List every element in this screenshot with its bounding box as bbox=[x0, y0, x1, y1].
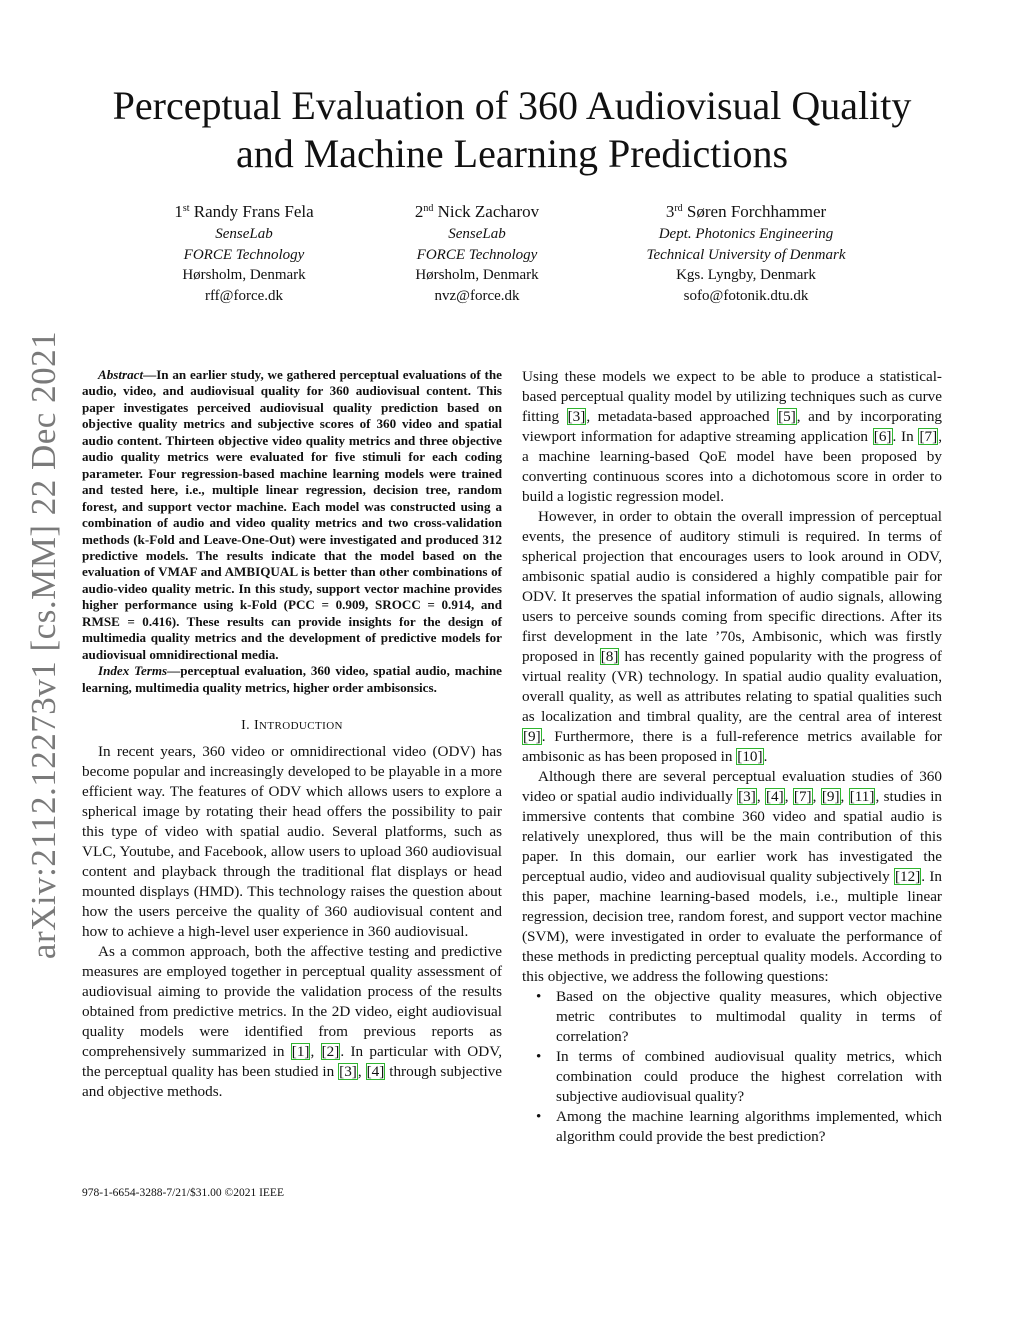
citation-link[interactable]: [10] bbox=[737, 748, 763, 765]
author-ordinal: 1 bbox=[174, 202, 183, 221]
paper-title-line-2: and Machine Learning Predictions bbox=[235, 131, 789, 176]
author-lab: Dept. Photonics Engineering bbox=[658, 226, 834, 242]
text-run: , bbox=[357, 1063, 366, 1081]
abstract bbox=[82, 367, 502, 663]
citation-link[interactable]: [9] bbox=[821, 788, 840, 805]
list-item bbox=[536, 1107, 942, 1147]
author-name-text: Randy Frans Fela bbox=[193, 202, 314, 221]
text-run: , metadata-based approached bbox=[586, 408, 778, 425]
index-terms-label: Index Terms bbox=[98, 663, 168, 679]
citation-link[interactable]: [3] bbox=[738, 788, 756, 805]
index-terms bbox=[82, 663, 502, 696]
author-name bbox=[327, 200, 627, 224]
citation-link[interactable]: [9] bbox=[523, 728, 541, 745]
author-email[interactable]: nvz@force.dk bbox=[434, 287, 520, 304]
author-3 bbox=[596, 200, 896, 306]
text-run: , and by incorporating viewport information for adaptive streaming application bbox=[522, 408, 943, 445]
text-run: . Furthermore, there is a full-reference metrics available for ambisonic as has been proposed in bbox=[522, 728, 942, 765]
author-lab: SenseLab bbox=[448, 226, 506, 242]
abstract-text: —In an earlier study, we gathered perceptual evaluations of the audio, video, and audiovisual quality for 360 audiovisual content. This paper investigates perceived audiovisual quality prediction based on objective quality metrics and subjective scores of 360 video and spatial audio content. Thirteen objective video quality metrics and three objective audio quality metrics were evaluated for five stimuli for each coding parameter. Four regression-based machine learning models were trained and tested here, i.e., multiple linear regression, decision tree, random forest, and support vector machine. Each model was constructed using a combination of audio and video quality metrics and two cross-validation methods (k-Fold and Leave-One-Out) were investigated and produced 312 predictive models. The results indicate that the model based on the evaluation of VMAF and AMBIQUAL is better than other combinations of audio-video quality metric. In this study, support vector machine provides higher performance using k-Fold (PCC = 0.909, SROCC = 0.914, and RMSE = 0.416). These results can provide insights for the design of multimedia quality metrics and the development of predictive models for audiovisual omnidirectional media. bbox=[82, 367, 502, 662]
author-name-text: Søren Forchhammer bbox=[686, 202, 827, 221]
text-run: , bbox=[840, 788, 849, 805]
index-terms-text: —perceptual evaluation, 360 video, spatial audio, machine learning, multimedia quality metrics, higher order ambisonsics. bbox=[82, 663, 502, 695]
right-paragraph-3 bbox=[522, 767, 942, 987]
section-title-initial: I bbox=[253, 718, 260, 734]
bullet-icon: • bbox=[536, 988, 542, 1005]
list-item bbox=[536, 987, 942, 1047]
list-item-text: In terms of combined audiovisual quality metrics, which combination could produce the highest correlation with subjective audiovisual quality? bbox=[556, 1048, 942, 1105]
bullet-icon: • bbox=[536, 1108, 542, 1125]
author-lab: SenseLab bbox=[215, 226, 273, 242]
intro-paragraph-1: In recent years, 360 video or omnidirectional video (ODV) has become popular and increasingly developed to be playable in a more efficient way. The features of ODV which allows users to explore a spherical image by rotating their head offers the possibility to pair this type of video with spatial audio. Several platforms, such as VLC, Youtube, and Facebook, allow users to upload 360 audiovisual content and playback through the traditional flat displays or head mounted displays (HMD). This technology raises the question about how the users perceive the quality of 360 audiovisual content and how to achieve a high-level user experience in 360 audiovisual. bbox=[82, 743, 502, 941]
right-paragraph-2 bbox=[522, 507, 942, 767]
abstract-label: Abstract bbox=[98, 367, 144, 382]
section-heading-introduction bbox=[82, 718, 502, 734]
citation-link[interactable]: [11] bbox=[849, 788, 875, 805]
right-column bbox=[522, 367, 942, 1147]
text-run: , bbox=[310, 1043, 321, 1061]
text-run: . bbox=[763, 748, 768, 765]
citation-link[interactable]: [6] bbox=[873, 428, 892, 445]
section-numeral: I. bbox=[241, 718, 251, 734]
text-run: , bbox=[756, 788, 765, 805]
arxiv-stamp bbox=[14, 330, 74, 960]
citation-link[interactable]: [12] bbox=[894, 868, 921, 885]
citation-link[interactable]: [3] bbox=[339, 1063, 357, 1081]
text-run: , bbox=[812, 788, 821, 805]
author-org: FORCE Technology bbox=[416, 246, 538, 263]
text-run: Using these models we expect to be able to produce a statistical-based perceptual quality model by utilizing techniques such as curve fitting bbox=[522, 368, 942, 425]
bullet-icon: • bbox=[536, 1048, 542, 1065]
citation-link[interactable]: [7] bbox=[919, 428, 938, 445]
citation-link[interactable]: [2] bbox=[321, 1043, 340, 1061]
author-location: Hørsholm, Denmark bbox=[182, 267, 306, 283]
author-org: FORCE Technology bbox=[183, 246, 305, 263]
citation-link[interactable]: [1] bbox=[291, 1043, 310, 1061]
text-run: through subjective and objective methods. bbox=[82, 1063, 503, 1101]
author-name-text: Nick Zacharov bbox=[437, 202, 540, 221]
text-run: , bbox=[784, 788, 793, 805]
right-paragraph-1 bbox=[522, 367, 942, 507]
author-2 bbox=[327, 200, 627, 306]
author-email[interactable]: rff@force.dk bbox=[204, 287, 284, 304]
text-run: , a machine learning-based QoE model have been proposed by converting continuous scores into a dichotomous score in order to build a logistic regression model. bbox=[522, 428, 942, 505]
intro-paragraph-2 bbox=[82, 942, 502, 1102]
author-location: Hørsholm, Denmark bbox=[415, 267, 539, 283]
citation-link[interactable]: [8] bbox=[600, 648, 619, 665]
left-column bbox=[82, 367, 502, 1102]
text-run: . In particular with ODV, the perceptual quality has been studied in bbox=[82, 1043, 502, 1081]
text-run: has recently gained popularity with the progress of virtual reality (VR) technology. In spatial audio quality evaluation, overall quality, as well as attributes relating to spatial qualities such as localization and timbral quality, are the central area of interest bbox=[522, 648, 942, 725]
text-run: As a common approach, both the affective testing and predictive measures are employed together in perceptual quality assessment of audiovisual aiming to provide the validation process of the results obtained from predictive metrics. In the 2D video, eight audiovisual quality models were identified from previous reports as comprehensively summarized in bbox=[82, 943, 502, 1061]
section-title-rest: NTRODUCTION bbox=[259, 720, 343, 733]
author-location: Kgs. Lyngby, Denmark bbox=[676, 267, 816, 283]
author-org: Technical University of Denmark bbox=[646, 246, 846, 263]
list-item-text: Based on the objective quality measures, which objective metric contributes to multimodal quality in terms of correlation? bbox=[556, 988, 942, 1045]
paper-title-line-1: Perceptual Evaluation of 360 Audiovisual Quality bbox=[112, 83, 912, 128]
author-ordinal-suffix: rd bbox=[674, 203, 683, 214]
paper-title bbox=[80, 82, 944, 178]
list-item-text: Among the machine learning algorithms implemented, which algorithm could provide the best prediction? bbox=[556, 1108, 942, 1145]
citation-link[interactable]: [5] bbox=[778, 408, 796, 425]
text-run: Although there are several perceptual evaluation studies of 360 video or spatial audio individually bbox=[522, 768, 942, 805]
research-questions-list bbox=[522, 987, 942, 1147]
arxiv-stamp-text[interactable]: arXiv:2112.12273v1 [cs.MM] 22 Dec 2021 bbox=[24, 330, 64, 960]
author-ordinal: 3 bbox=[665, 202, 675, 221]
text-run: . In this paper, machine learning-based models, i.e., multiple linear regression, decision tree, random forest, and support vector machine (SVM), were investigated in order to evaluate the performance of these methods in predicting perceptual quality models. According to this objective, we address the following questions: bbox=[522, 868, 942, 985]
author-ordinal: 2 bbox=[414, 202, 424, 221]
list-item bbox=[536, 1047, 942, 1107]
author-block bbox=[0, 200, 1024, 310]
citation-link[interactable]: [3] bbox=[567, 408, 586, 425]
author-ordinal-suffix: nd bbox=[423, 203, 434, 214]
text-run: , studies in immersive contents that combine 360 video and spatial audio is relatively unexplored, thus will be the main contribution of this paper. In this domain, our earlier work has investigated the perceptual audio, video and audiovisual quality subjectively bbox=[522, 788, 943, 885]
citation-link[interactable]: [4] bbox=[766, 788, 784, 805]
citation-link[interactable]: [7] bbox=[793, 788, 812, 805]
citation-link[interactable]: [4] bbox=[366, 1063, 385, 1081]
author-email[interactable]: sofo@fotonik.dtu.dk bbox=[683, 287, 809, 304]
text-run: However, in order to obtain the overall impression of perceptual events, the presence of auditory stimuli is required. In terms of spherical projection that encourages users to look around in ODV, ambisonic spatial audio is considered a highly compatible pair for ODV. It preserves the spatial information of audio signals, allowing users to perceive sounds coming from specific directions. After its first development in the late ’70s, Ambisonic, which was firstly proposed in bbox=[522, 508, 942, 665]
author-ordinal-suffix: st bbox=[182, 203, 190, 214]
author-name bbox=[596, 200, 896, 224]
copyright-footnote: 978-1-6654-3288-7/21/$31.00 ©2021 IEEE bbox=[82, 1187, 284, 1199]
text-run: . In bbox=[892, 428, 919, 445]
